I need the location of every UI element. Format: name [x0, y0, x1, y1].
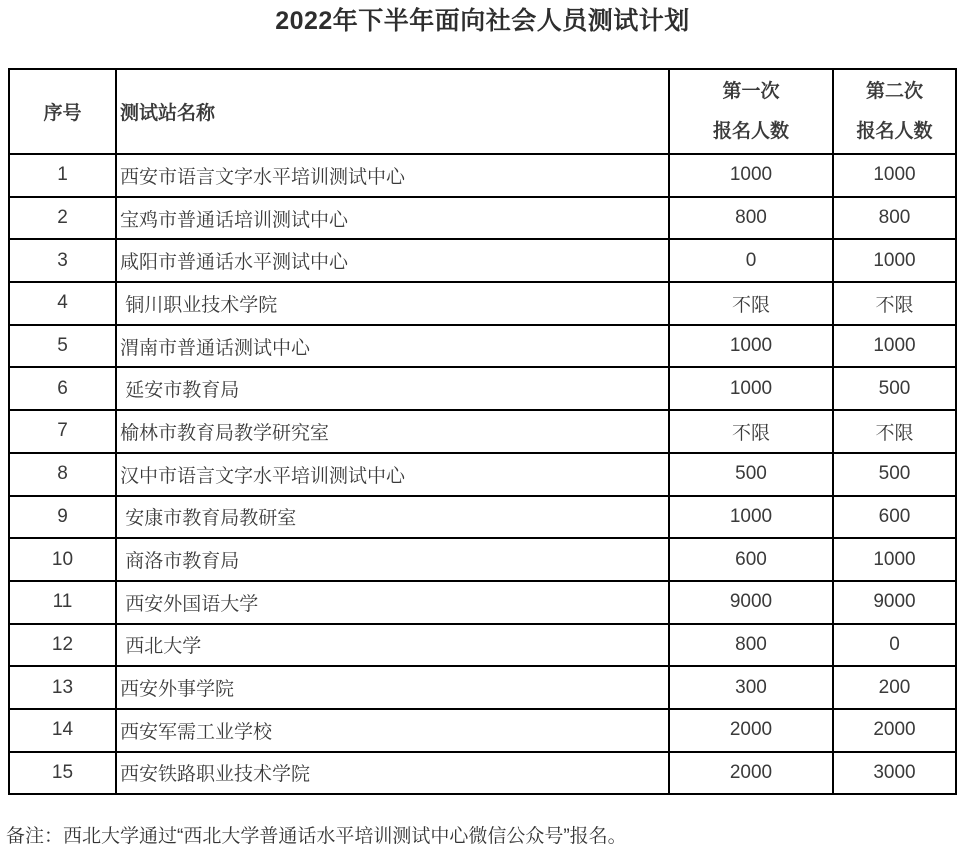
table-row — [9, 154, 956, 197]
col-header-second-line2: 报名人数 — [856, 120, 933, 142]
row-index-cell: 13 — [9, 666, 116, 709]
second-count-cell: 不限 — [833, 282, 956, 325]
col-header-second-line1: 第二次 — [865, 80, 923, 102]
row-index-cell: 10 — [9, 538, 116, 581]
first-count-cell: 不限 — [669, 282, 833, 325]
row-index-cell: 2 — [9, 197, 116, 240]
second-count-cell: 9000 — [833, 581, 956, 624]
row-index-cell: 5 — [9, 325, 116, 368]
station-name-cell: 西安外事学院 — [116, 666, 669, 709]
first-count-cell: 不限 — [669, 410, 833, 453]
col-header-first-line1: 第一次 — [722, 80, 780, 102]
station-name-cell: 咸阳市普通话水平测试中心 — [116, 239, 669, 282]
first-count-cell: 1000 — [669, 325, 833, 368]
first-count-cell: 500 — [669, 453, 833, 496]
first-count-cell: 300 — [669, 666, 833, 709]
row-index-cell: 6 — [9, 367, 116, 410]
row-index-cell: 14 — [9, 709, 116, 752]
page-title: 2022年下半年面向社会人员测试计划 — [275, 7, 690, 35]
station-name-cell: 西北大学 — [116, 624, 669, 667]
table-row — [9, 197, 956, 240]
station-name-cell: 西安铁路职业技术学院 — [116, 752, 669, 795]
first-count-cell: 800 — [669, 624, 833, 667]
second-count-cell: 600 — [833, 496, 956, 539]
first-count-cell: 2000 — [669, 709, 833, 752]
row-index-cell: 4 — [9, 282, 116, 325]
second-count-cell: 800 — [833, 197, 956, 240]
station-name-cell: 商洛市教育局 — [116, 538, 669, 581]
row-index-cell: 11 — [9, 581, 116, 624]
table-row — [9, 410, 956, 453]
table-row — [9, 624, 956, 667]
col-header-first-line2: 报名人数 — [712, 120, 789, 142]
station-name-cell: 榆林市教育局教学研究室 — [116, 410, 669, 453]
station-name-cell: 安康市教育局教研室 — [116, 496, 669, 539]
station-name-cell: 宝鸡市普通话培训测试中心 — [116, 197, 669, 240]
col-header-index: 序号 — [9, 69, 116, 154]
table-row — [9, 367, 956, 410]
footer-note: 备注：西北大学通过“西北大学普通话水平培训测试中心微信公众号”报名。 — [6, 826, 627, 848]
second-count-cell: 500 — [833, 453, 956, 496]
table-row — [9, 496, 956, 539]
col-header-name: 测试站名称 — [116, 69, 669, 154]
table-row — [9, 282, 956, 325]
table-row — [9, 325, 956, 368]
row-index-cell: 3 — [9, 239, 116, 282]
second-count-cell: 2000 — [833, 709, 956, 752]
row-index-cell: 12 — [9, 624, 116, 667]
row-index-cell: 15 — [9, 752, 116, 795]
table-row — [9, 453, 956, 496]
row-index-cell: 9 — [9, 496, 116, 539]
table-row — [9, 538, 956, 581]
col-header-first — [669, 69, 833, 154]
second-count-cell: 1000 — [833, 325, 956, 368]
second-count-cell: 1000 — [833, 239, 956, 282]
first-count-cell: 1000 — [669, 367, 833, 410]
first-count-cell: 800 — [669, 197, 833, 240]
first-count-cell: 9000 — [669, 581, 833, 624]
row-index-cell: 1 — [9, 154, 116, 197]
second-count-cell: 不限 — [833, 410, 956, 453]
table-row — [9, 239, 956, 282]
first-count-cell: 1000 — [669, 154, 833, 197]
first-count-cell: 600 — [669, 538, 833, 581]
table-header-row — [9, 69, 956, 154]
first-count-cell: 2000 — [669, 752, 833, 795]
second-count-cell: 3000 — [833, 752, 956, 795]
table-row — [9, 752, 956, 795]
second-count-cell: 500 — [833, 367, 956, 410]
table-row — [9, 709, 956, 752]
station-name-cell: 西安军需工业学校 — [116, 709, 669, 752]
table-row — [9, 666, 956, 709]
station-name-cell: 汉中市语言文字水平培训测试中心 — [116, 453, 669, 496]
station-name-cell: 西安外国语大学 — [116, 581, 669, 624]
station-name-cell: 渭南市普通话测试中心 — [116, 325, 669, 368]
row-index-cell: 8 — [9, 453, 116, 496]
row-index-cell: 7 — [9, 410, 116, 453]
station-name-cell: 西安市语言文字水平培训测试中心 — [116, 154, 669, 197]
first-count-cell: 1000 — [669, 496, 833, 539]
col-header-second — [833, 69, 956, 154]
table-row — [9, 581, 956, 624]
test-plan-table — [8, 68, 957, 795]
second-count-cell: 0 — [833, 624, 956, 667]
second-count-cell: 200 — [833, 666, 956, 709]
second-count-cell: 1000 — [833, 538, 956, 581]
first-count-cell: 0 — [669, 239, 833, 282]
station-name-cell: 延安市教育局 — [116, 367, 669, 410]
second-count-cell: 1000 — [833, 154, 956, 197]
station-name-cell: 铜川职业技术学院 — [116, 282, 669, 325]
